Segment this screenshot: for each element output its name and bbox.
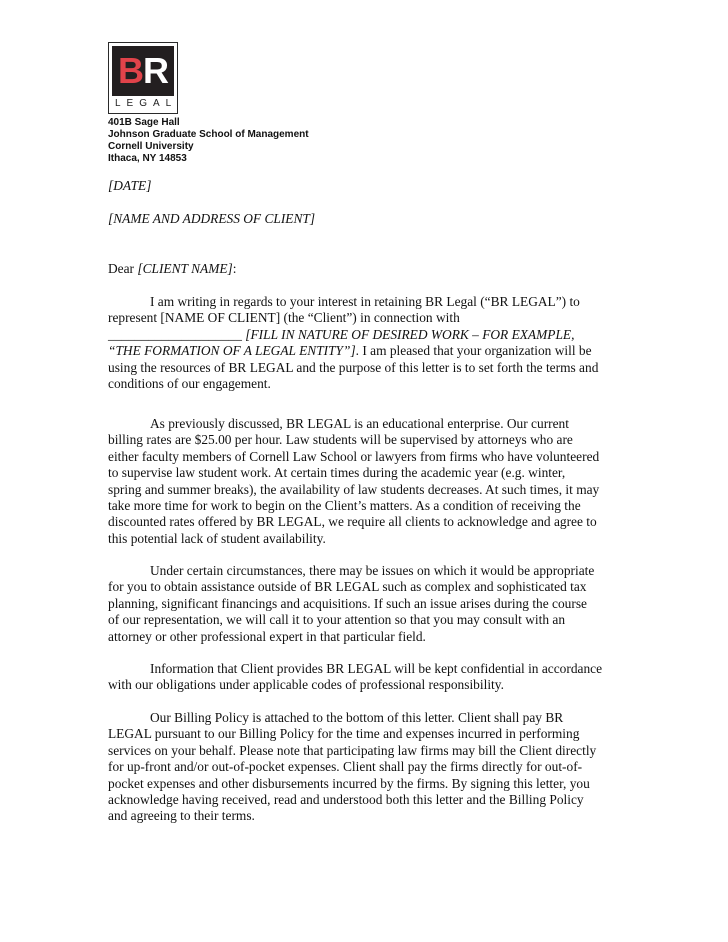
br-legal-logo [108,42,178,114]
paragraph-line: with our obligations under applicable codes of professional responsibility. [108,677,504,693]
logo-mark [112,46,174,96]
example-placeholder: “THE FORMATION OF A LEGAL ENTITY”] [108,343,356,359]
paragraph-line: represent [NAME OF CLIENT] (the “Client”) in connection with [108,310,460,326]
paragraph-line: attorney or other professional expert in that particular field. [108,628,426,644]
salutation-suffix: : [232,261,237,276]
sender-address [108,117,309,165]
address-line: Cornell University [108,141,194,152]
paragraph-text: . I am pleased that your organization will be [355,343,592,359]
address-line: Ithaca, NY 14853 [108,153,187,164]
paragraph-line: pocket expenses and other disbursements incurred by the firms. By signing this letter, you [108,775,590,791]
paragraph-line [108,343,592,359]
logo-letter-r: R [143,50,168,91]
paragraph-line: As previously discussed, BR LEGAL is an educational enterprise. Our current [150,416,569,431]
paragraph-line: using the resources of BR LEGAL and the purpose of this letter is to set forth the terms and [108,359,599,375]
paragraph-line: take more time for work to begin on the Client’s matters. As a condition of receiving the [108,498,581,513]
paragraph-line: for you to obtain assistance outside of BR LEGAL such as complex and sophisticated tax [108,579,587,595]
salutation-prefix: Dear [108,261,138,276]
paragraph-line: billing rates are $25.00 per hour. Law students will be supervised by attorneys who are [108,432,573,448]
paragraph-line: spring and summer breaks), the availability of law students decreases. At such times, it may [108,481,600,497]
paragraph-line: to supervise law student work. At certain times during the academic year (e.g. winter, [108,465,566,481]
logo-subtitle: LEGAL [115,98,178,109]
address-line: Johnson Graduate School of Management [108,129,309,140]
paragraph-line: Under certain circumstances, there may be issues on which it would be appropriate [150,563,595,578]
paragraph-line: this potential lack of student availability. [108,530,326,546]
salutation-name: [CLIENT NAME] [137,261,233,276]
paragraph-line [108,327,574,343]
paragraph-line: LEGAL pursuant to our Billing Policy for the time and expenses incurred in performing [108,726,580,742]
paragraph-line: and agreeing to their terms. [108,808,255,824]
paragraph-line: acknowledge having received, read and understood both this letter and the Billing Policy [108,792,584,807]
paragraph-line: either faculty members of Cornell Law School or lawyers from firms who have volunteered [108,448,600,464]
paragraph-line: Information that Client provides BR LEGAL will be kept confidential in accordance [150,661,603,676]
paragraph-line: of our representation, we will call it to your attention so that you may consult with an [108,612,566,628]
paragraph-line: discounted rates offered by BR LEGAL, we require all clients to acknowledge and agree to [108,514,597,530]
paragraph-line: conditions of our engagement. [108,376,271,391]
work-placeholder: [FILL IN NATURE OF DESIRED WORK – FOR EXAMPLE, [245,326,575,342]
logo-letter-b: B [118,50,143,91]
paragraph-line: services on your behalf. Please note that participating law firms may bill the Client directly [108,742,597,758]
client-address-placeholder: [NAME AND ADDRESS OF CLIENT] [108,211,316,226]
paragraph-line: Our Billing Policy is attached to the bottom of this letter. Client shall pay BR [150,710,564,725]
paragraph-line: I am writing in regards to your interest in retaining BR Legal (“BR LEGAL”) to [150,294,580,309]
address-line: 401B Sage Hall [108,117,180,128]
salutation [108,261,236,277]
paragraph-line: for up-front and/or out-of-pocket expenses. Client shall pay the firms directly for out-of- [108,759,583,775]
date-placeholder: [DATE] [108,178,152,193]
paragraph-line: planning, significant financings and acquisitions. If such an issue arises during the course [108,595,587,611]
blank-line: ____________________ [108,326,246,342]
